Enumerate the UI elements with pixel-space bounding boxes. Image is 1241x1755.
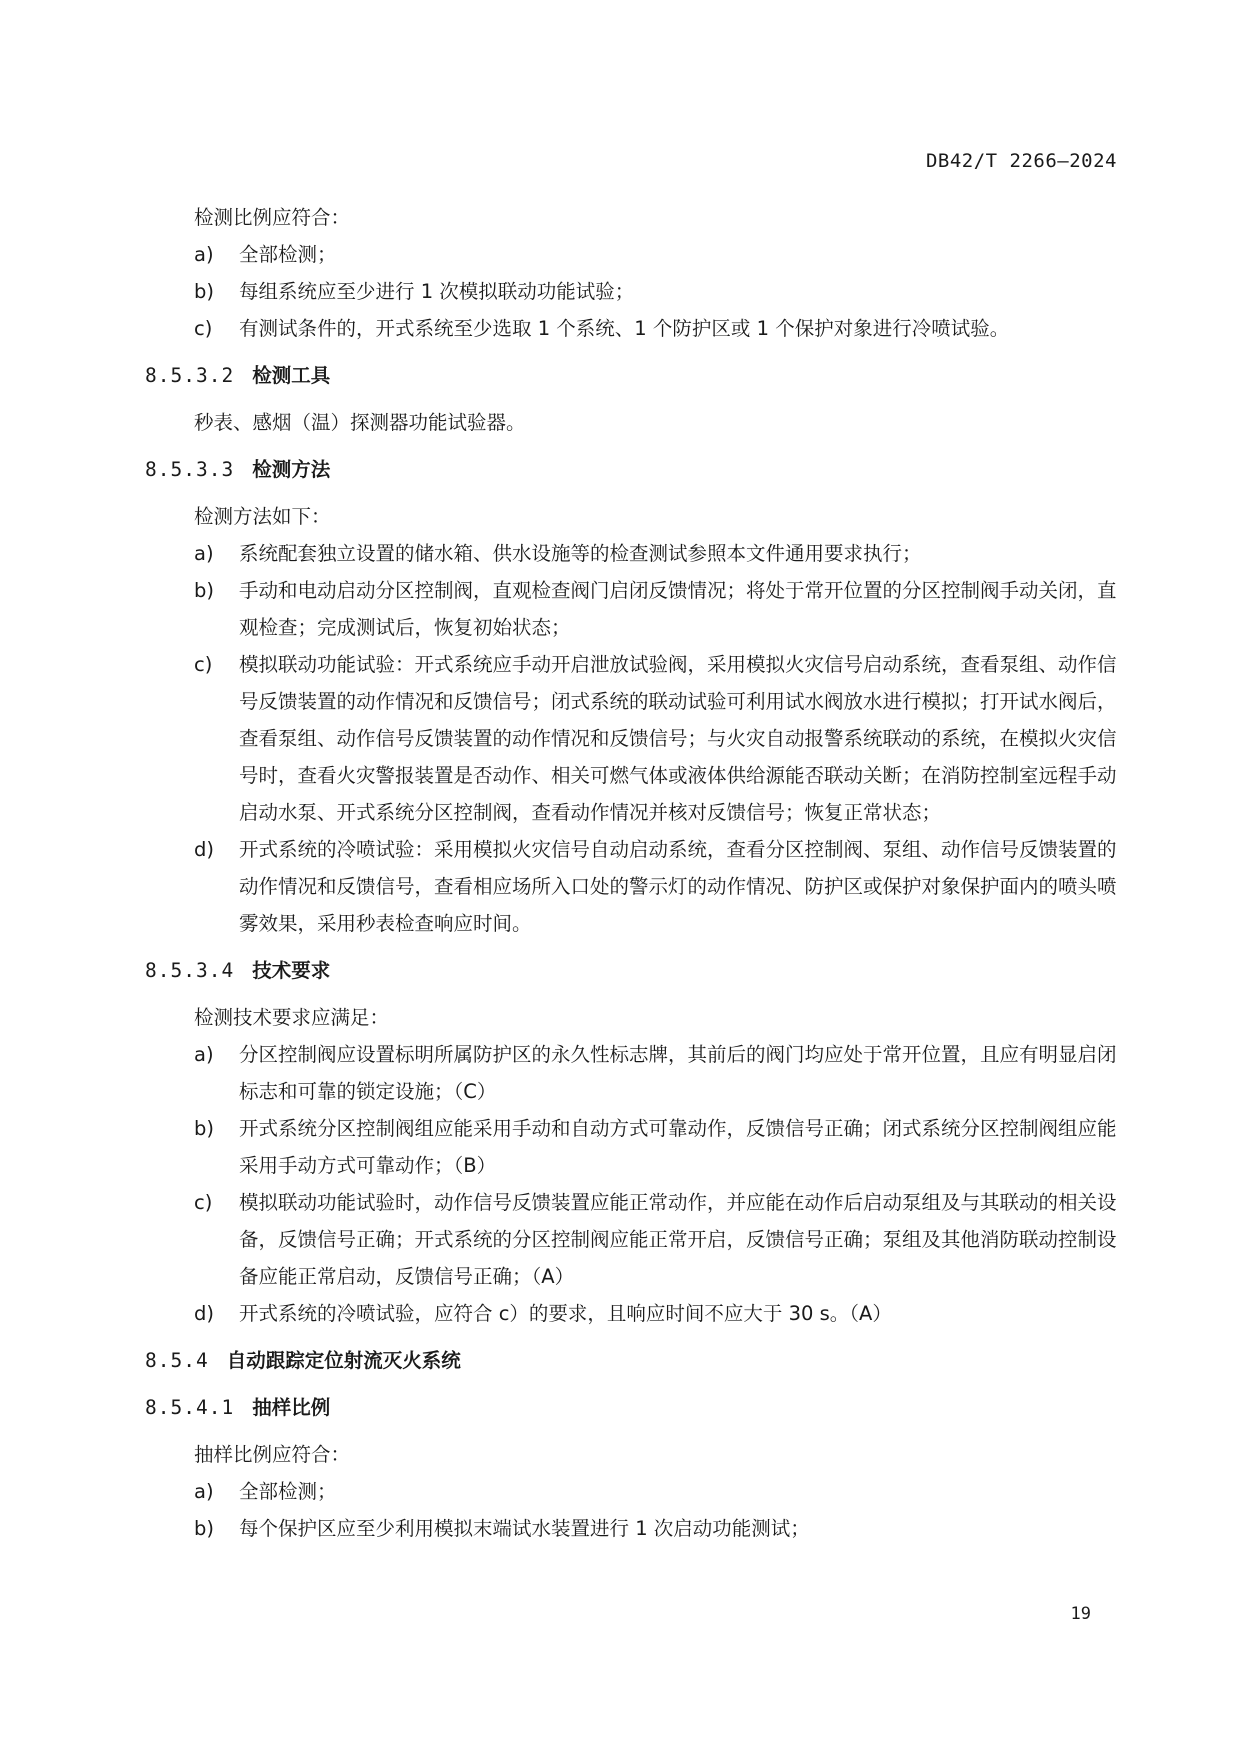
section-heading-8-5-3-3 [145,451,1123,488]
list-item [145,831,1123,942]
list-item [145,1110,1123,1184]
section-number: 8.5.3.2 [145,364,235,387]
list-item-text: 全部检测； [239,1480,337,1503]
list-item [145,535,1123,572]
tools-text: 秒表、感烟（温）探测器功能试验器。 [194,411,526,434]
list-marker: d) [194,1302,214,1325]
section-heading-8-5-3-4 [145,952,1123,989]
list-item [145,273,1123,310]
section-title: 抽样比例 [252,1396,331,1419]
list-item-text: 手动和电动启动分区控制阀，直观检查阀门启闭反馈情况；将处于常开位置的分区控制阀手动关闭，直观检查；完成测试后，恢复初始状态； [239,579,1117,639]
list-marker: c) [194,1191,213,1214]
list-item-text: 模拟联动功能试验时，动作信号反馈装置应能正常动作，并应能在动作后启动泵组及与其联动的相关设备，反馈信号正确；开式系统的分区控制阀应能正常开启，反馈信号正确；泵组及其他消防联动控制设备应能正常启动，反馈信号正确；（A） [239,1191,1117,1288]
list-item [145,1036,1123,1110]
list-item [145,310,1123,347]
section-title: 检测方法 [252,458,331,481]
list-marker: c) [194,653,213,676]
list-item-text: 每个保护区应至少利用模拟末端试水装置进行 1 次启动功能测试； [239,1517,810,1540]
method-intro: 检测方法如下： [194,505,331,528]
list-item-text: 开式系统的冷喷试验：采用模拟火灾信号自动启动系统，查看分区控制阀、泵组、动作信号反馈装置的动作情况和反馈信号，查看相应场所入口处的警示灯的动作情况、防护区或保护对象保护面内的喷头喷雾效果，采用秒表检查响应时间。 [239,838,1117,935]
list-item-text: 模拟联动功能试验：开式系统应手动开启泄放试验阀，采用模拟火灾信号启动系统，查看泵组、动作信号反馈装置的动作情况和反馈信号；闭式系统的联动试验可利用试水阀放水进行模拟；打开试水阀后，查看泵组、动作信号反馈装置的动作情况和反馈信号；与火灾自动报警系统联动的系统，在模拟火灾信号时，查看火灾警报装置是否动作、相关可燃气体或液体供给源能否联动关断；在消防控制室远程手动启动水泵、开式系统分区控制阀，查看动作情况并核对反馈信号；恢复正常状态； [239,653,1117,824]
requirements-intro: 检测技术要求应满足： [194,1006,390,1029]
list-marker: a) [194,243,214,266]
list-marker: b) [194,579,214,602]
list-marker: b) [194,1117,214,1140]
list-marker: a) [194,542,214,565]
section-number: 8.5.4.1 [145,1396,235,1419]
section-title: 自动跟踪定位射流灭火系统 [226,1349,461,1372]
list-item-text: 系统配套独立设置的储水箱、供水设施等的检查测试参照本文件通用要求执行； [239,542,922,565]
list-item-text: 开式系统分区控制阀组应能采用手动和自动方式可靠动作，反馈信号正确；闭式系统分区控制阀组应能采用手动方式可靠动作；（B） [239,1117,1117,1177]
sampling-intro: 检测比例应符合： [194,206,351,229]
page-number: 19 [1070,1604,1091,1624]
standard-code: DB42/T 2266—2024 [925,150,1117,172]
section-number: 8.5.4 [145,1349,209,1372]
section-number: 8.5.3.3 [145,458,235,481]
list-marker: b) [194,1517,214,1540]
list-item-text: 每组系统应至少进行 1 次模拟联动功能试验； [239,280,635,303]
list-marker: a) [194,1480,214,1503]
section-title: 检测工具 [252,364,331,387]
list-item [145,236,1123,273]
list-marker: d) [194,838,214,861]
section-title: 技术要求 [252,959,331,982]
section-heading-8-5-4 [145,1342,1123,1379]
section-heading-8-5-3-2 [145,357,1123,394]
list-item-text: 分区控制阀应设置标明所属防护区的永久性标志牌，其前后的阀门均应处于常开位置，且应有明显启闭标志和可靠的锁定设施；（C） [239,1043,1117,1103]
list-item [145,1184,1123,1295]
list-item [145,1473,1123,1510]
list-item-text: 开式系统的冷喷试验，应符合 c）的要求，且响应时间不应大于 30 s。（A） [239,1302,892,1325]
section-heading-8-5-4-1 [145,1389,1123,1426]
list-item [145,1510,1123,1547]
list-item [145,646,1123,831]
list-marker: c) [194,317,213,340]
section-number: 8.5.3.4 [145,959,235,982]
sampling-intro: 抽样比例应符合： [194,1443,351,1466]
list-item [145,1295,1123,1332]
list-item [145,572,1123,646]
list-item-text: 全部检测； [239,243,337,266]
list-marker: b) [194,280,214,303]
list-item-text: 有测试条件的，开式系统至少选取 1 个系统、1 个防护区或 1 个保护对象进行冷喷试验。 [239,317,1010,340]
list-marker: a) [194,1043,214,1066]
document-body [145,199,1123,1547]
